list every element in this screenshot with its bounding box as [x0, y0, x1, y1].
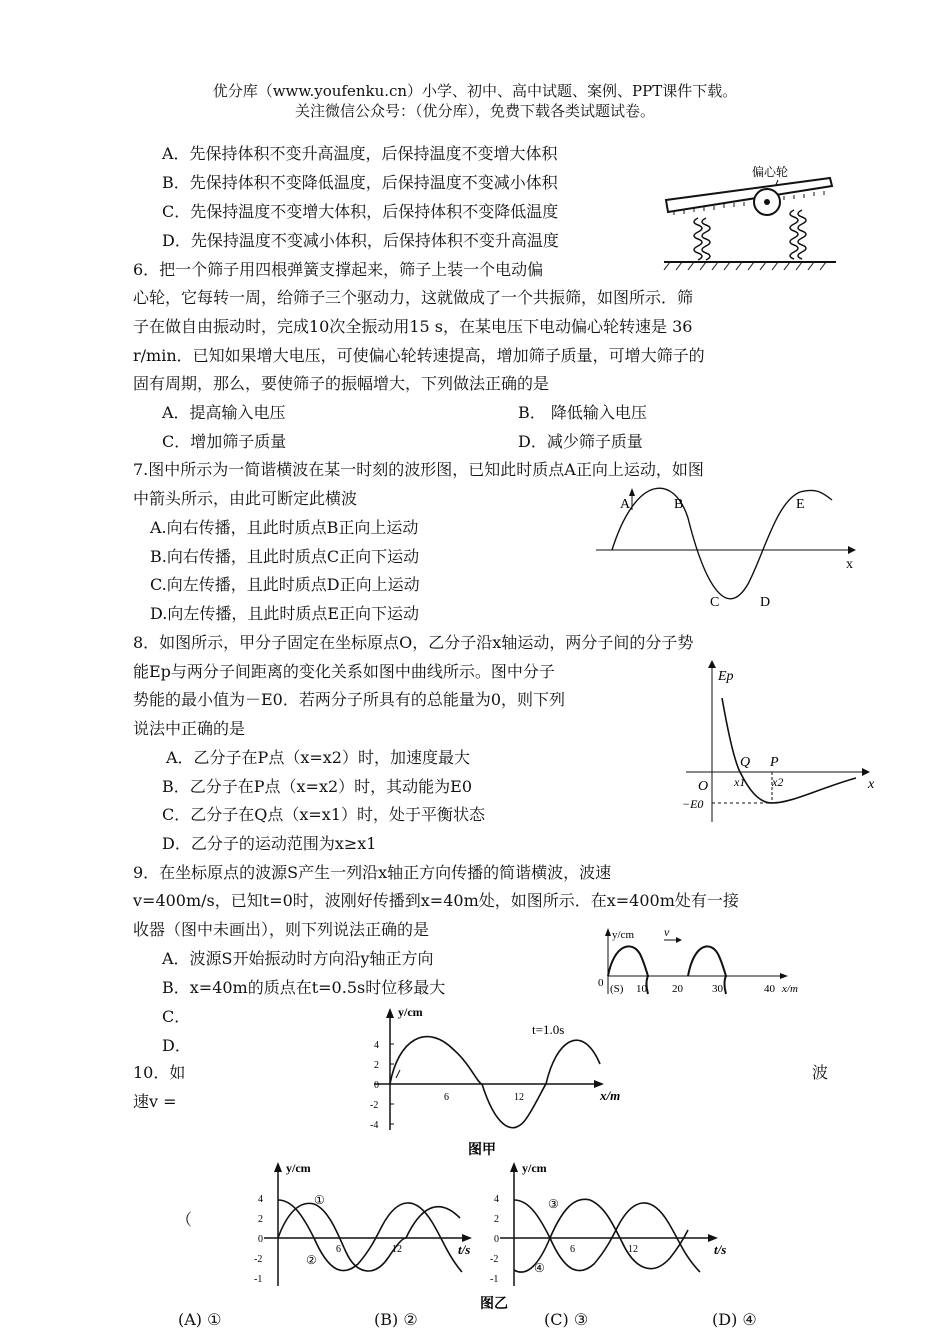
jia-caption: 图甲 [468, 1143, 496, 1158]
q5-option-c: C．先保持温度不变增大体积，后保持体积不变降低温度 [162, 202, 559, 221]
yi-right-ylabel: y/cm [522, 1161, 547, 1175]
fig-yi [252, 1160, 752, 1316]
yi-right-xtick-12: 12 [628, 1244, 638, 1255]
q7-label-d: D [760, 595, 771, 610]
q9-line1: 9．在坐标原点的波源S产生一列沿x轴正方向传播的简谐横波，波速 [133, 863, 612, 882]
yi-left-ylabel: y/cm [286, 1161, 311, 1175]
q5-option-b: B．先保持体积不变降低温度，后保持温度不变减小体积 [162, 173, 558, 192]
yi-right-ytick-4: 4 [494, 1194, 499, 1205]
q9-xlabel: x/m [782, 983, 798, 995]
q7-label-a: A [620, 497, 631, 512]
q6-option-b: B． 降低输入电压 [518, 403, 647, 422]
q7-label-c: C [710, 595, 720, 610]
header-line2: 关注微信公众号：（优分库），免费下载各类试题试卷。 [294, 102, 655, 120]
q6-line2: 心轮，它每转一周，给筛子三个驱动力，这就做成了一个共振筛，如图所示．筛 [133, 288, 694, 307]
q7-option-d: D.向左传播，且此时质点E正向下运动 [150, 604, 420, 623]
q10-fragment: （ [176, 1210, 193, 1229]
q6-line4: r/min．已知如果增大电压，可使偏心轮转速提高，增加筛子质量，可增大筛子的 [133, 346, 705, 365]
jia-ytick-2: 2 [374, 1060, 379, 1071]
jia-ytick-4: 4 [374, 1040, 379, 1051]
q6-option-c: C．增加筛子质量 [162, 432, 287, 451]
q8-potential-figure [680, 660, 880, 828]
q10-line1: 10．如 [133, 1063, 186, 1082]
sieve-figure [660, 160, 840, 272]
jia-xtick-6: 6 [444, 1092, 449, 1103]
q7-wave-figure [596, 488, 858, 618]
q9-ylabel: y/cm [612, 929, 634, 941]
q8-line1: 8．如图所示，甲分子固定在坐标原点O，乙分子沿x轴运动，两分子间的分子势 [133, 633, 694, 652]
q8-line4: 说法中正确的是 [133, 719, 246, 738]
q9-option-d: D． [162, 1036, 191, 1055]
q8-option-a: A．乙分子在P点（x=x2）时，加速度最大 [166, 748, 470, 767]
q8-ylabel: Ep [718, 669, 734, 684]
q9-tick-10: 10 [636, 983, 647, 995]
jia-ytick-0: 0 [374, 1080, 379, 1091]
curve-label-4: ④ [534, 1261, 545, 1275]
q8-option-c: C．乙分子在Q点（x=x1）时，处于平衡状态 [162, 805, 485, 824]
q9-option-a: A．波源S开始振动时方向沿y轴正方向 [162, 949, 434, 968]
q7-line2: 中箭头所示，由此可断定此横波 [133, 489, 358, 508]
q8-e0-label: −E0 [682, 797, 704, 811]
yi-right-ytick-2: 2 [494, 1214, 499, 1225]
yi-left-ytick-4: 4 [258, 1194, 263, 1205]
q9-tick-20: 20 [672, 983, 683, 995]
q7-label-b: B [674, 497, 684, 512]
q9-option-b: B．x=40m的质点在t=0.5s时位移最大 [162, 978, 446, 997]
header-line1: 优分库（www.youfenku.cn）小学、初中、高中试题、案例、PPT课件下载。 [212, 82, 738, 100]
answer-b: (B) ② [374, 1310, 418, 1329]
q7-x-axis-label: x [846, 557, 853, 572]
q8-label-q: Q [740, 755, 751, 770]
jia-ytick-m2: -2 [370, 1100, 379, 1111]
q6-line5: 固有周期，那么，要使筛子的振幅增大，下列做法正确的是 [133, 374, 550, 393]
q9-tick-s: (S) [610, 983, 624, 995]
q10-line2: 速v = [133, 1092, 177, 1111]
q6-option-a: A．提高输入电压 [162, 403, 286, 422]
yi-right-ytick-0: 0 [494, 1234, 499, 1245]
q9-wave-figure [596, 926, 806, 998]
jia-ylabel: y/cm [398, 1005, 423, 1019]
answer-d: (D) ④ [712, 1310, 757, 1329]
q9-tick-0: 0 [598, 977, 604, 989]
q7-label-e: E [796, 497, 805, 512]
q9-tick-30: 30 [712, 983, 723, 995]
q9-tick-40: 40 [764, 983, 775, 995]
q5-option-d: D．先保持温度不变减小体积，后保持体积不变升高温度 [162, 231, 559, 250]
q9-option-c: C． [162, 1007, 191, 1026]
q9-v-label: v [664, 925, 670, 939]
yi-right-ytick-m2: -2 [490, 1254, 499, 1265]
curve-label-3: ③ [548, 1197, 559, 1211]
yi-right-xtick-6: 6 [570, 1244, 575, 1255]
jia-time: t=1.0s [532, 1022, 565, 1037]
yi-left-xlabel: t/s [458, 1242, 471, 1257]
q8-line2: 能Ep与两分子间距离的变化关系如图中曲线所示。图中分子 [133, 662, 555, 681]
q10-tail: 波 [812, 1063, 829, 1082]
yi-right-xlabel: t/s [714, 1242, 727, 1257]
yi-right-ytick-m1: -1 [490, 1274, 499, 1285]
q7-line1: 7.图中所示为一简谐横波在某一时刻的波形图，已知此时质点A正向上运动，如图 [133, 460, 704, 479]
q8-option-b: B．乙分子在P点（x=x2）时，其动能为E0 [162, 777, 473, 796]
yi-left-ytick-0: 0 [258, 1234, 263, 1245]
q6-option-d: D．减少筛子质量 [518, 432, 643, 451]
yi-left-xtick-12: 12 [392, 1244, 402, 1255]
q8-label-x2: x2 [772, 775, 784, 789]
fig-jia [360, 1004, 650, 1164]
yi-left-ytick-m1: -1 [254, 1274, 263, 1285]
yi-caption: 图乙 [480, 1297, 508, 1312]
yi-left-ytick-2: 2 [258, 1214, 263, 1225]
q7-option-a: A.向右传播，且此时质点B正向上运动 [150, 518, 419, 537]
jia-xlabel: x/m [600, 1088, 621, 1103]
eccentric-wheel-label: 偏心轮 [752, 165, 789, 179]
q8-option-d: D．乙分子的运动范围为x≥x1 [162, 834, 377, 853]
q6-line3: 子在做自由振动时，完成10次全振动用15 s，在某电压下电动偏心轮转速是 36 [133, 317, 693, 336]
q7-option-c: C.向左传播，且此时质点D正向上运动 [150, 575, 420, 594]
answer-a: (A) ① [178, 1310, 222, 1329]
q6-line1: 6．把一个筛子用四根弹簧支撑起来，筛子上装一个电动偏 [133, 260, 544, 279]
q9-line3: 收器（图中未画出），则下列说法正确的是 [133, 920, 430, 939]
q5-option-a: A．先保持体积不变升高温度，后保持温度不变增大体积 [162, 144, 558, 163]
answer-c: (C) ③ [544, 1310, 589, 1329]
yi-left-ytick-m2: -2 [254, 1254, 263, 1265]
q8-line3: 势能的最小值为－E0．若两分子所具有的总能量为0，则下列 [133, 690, 566, 709]
yi-left-xtick-6: 6 [336, 1244, 341, 1255]
curve-label-2: ② [306, 1253, 317, 1267]
q8-label-p: P [770, 755, 779, 770]
q9-line2: v=400m/s，已知t=0时，波刚好传播到x=40m处，如图所示．在x=400m处有一接 [133, 891, 739, 910]
jia-xtick-12: 12 [514, 1092, 524, 1103]
q7-option-b: B.向右传播，且此时质点C正向下运动 [150, 547, 420, 566]
curve-label-1: ① [314, 1193, 325, 1207]
q8-origin: O [698, 779, 709, 794]
jia-ytick-m4: -4 [370, 1120, 379, 1131]
q8-label-x1: x1 [734, 775, 746, 789]
q8-xlabel: x [868, 777, 875, 792]
